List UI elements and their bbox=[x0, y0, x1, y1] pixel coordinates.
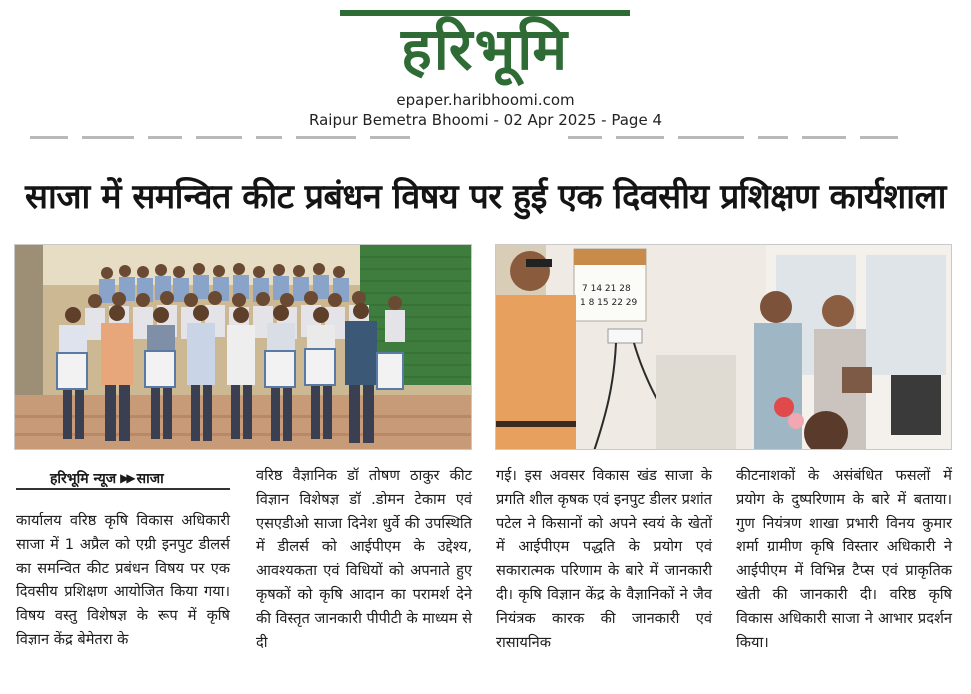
haribhoomi-logo[interactable]: हरिभूमि bbox=[340, 10, 630, 82]
group-photo bbox=[14, 244, 472, 450]
article-headline: साजा में समन्वित कीट प्रबंधन विषय पर हुई एक दिवसीय प्रशिक्षण कार्यशाला bbox=[25, 177, 946, 217]
column-1-text: कार्यालय वरिष्ठ कृषि विकास अधिकारी साजा में 1 अप्रैल को एग्री इनपुट डीलर्स का समन्वित कीट प्रबंधन विषय पर एक दिवसीय प्रशिक्षण आयोजित किया गया। विषय वस्तु विशेषज्ञ के रूप में कृषि विज्ञान केंद्र बेमेतरा के bbox=[16, 512, 230, 648]
article-column-4 bbox=[736, 464, 952, 654]
certificate-photo bbox=[495, 244, 952, 450]
calendar-dates-row1: 7 14 21 28 bbox=[582, 284, 631, 294]
article-column-3 bbox=[496, 464, 712, 654]
byline-agency: हरिभूमि न्यूज bbox=[50, 470, 117, 487]
byline bbox=[16, 468, 230, 490]
article-column-1 bbox=[16, 509, 230, 652]
cutoff-previous-article-text bbox=[30, 133, 950, 141]
byline-place: साजा bbox=[136, 470, 164, 487]
article-column-2 bbox=[256, 464, 472, 654]
byline-arrows-icon: ▶▶ bbox=[120, 471, 133, 485]
column-3-text: गई। इस अवसर विकास खंड साजा के प्रगति शील कृषक एवं इनपुट डीलर प्रशांत पटेल ने किसानों को अपने स्वयं के खेतों में आईपीएम पद्धति के प्रयोग एवं सकारात्मक परिणाम के बारे में जानकारी दी। कृषि विज्ञान केंद्र के वैज्ञानिकों ने जैव नियंत्रक कारक की जानकारी एवं रासायनिक bbox=[496, 467, 712, 651]
calendar-dates-row2: 1 8 15 22 29 bbox=[580, 298, 638, 308]
edition-line: Raipur Bemetra Bhoomi - 02 Apr 2025 - Page 4 bbox=[309, 111, 662, 129]
column-2-text: वरिष्ठ वैज्ञानिक डॉ तोषण ठाकुर कीट विज्ञान विशेषज्ञ डॉ .डोमन टेकाम एवं एसएडीओ साजा दिनेश धुर्वे की उपस्थिति में डीलर्स को आईपीएम के उद्देश्य, आवश्यकता एवं विधियों को अपनाते हुए कृषकों को कृषि आदान का परामर्श देने की विस्तृत जानकारी पीपीटी के माध्यम से दी bbox=[256, 467, 473, 651]
epaper-url[interactable]: epaper.haribhoomi.com bbox=[396, 91, 575, 109]
masthead bbox=[0, 0, 971, 90]
column-4-text: कीटनाशकों के असंबंधित फसलों में प्रयोग के दुष्परिणाम के बारे में बताया। गुण नियंत्रण शाखा प्रभारी विनय कुमार शर्मा ग्रामीण कृषि विस्तार अधिकारी ने आईपीएम में विभिन्न टैप्स एवं प्राकृतिक खेती की जानकारी दी। वरिष्ठ कृषि विकास अधिकारी साजा ने आभार प्रदर्शन किया। bbox=[736, 467, 952, 651]
